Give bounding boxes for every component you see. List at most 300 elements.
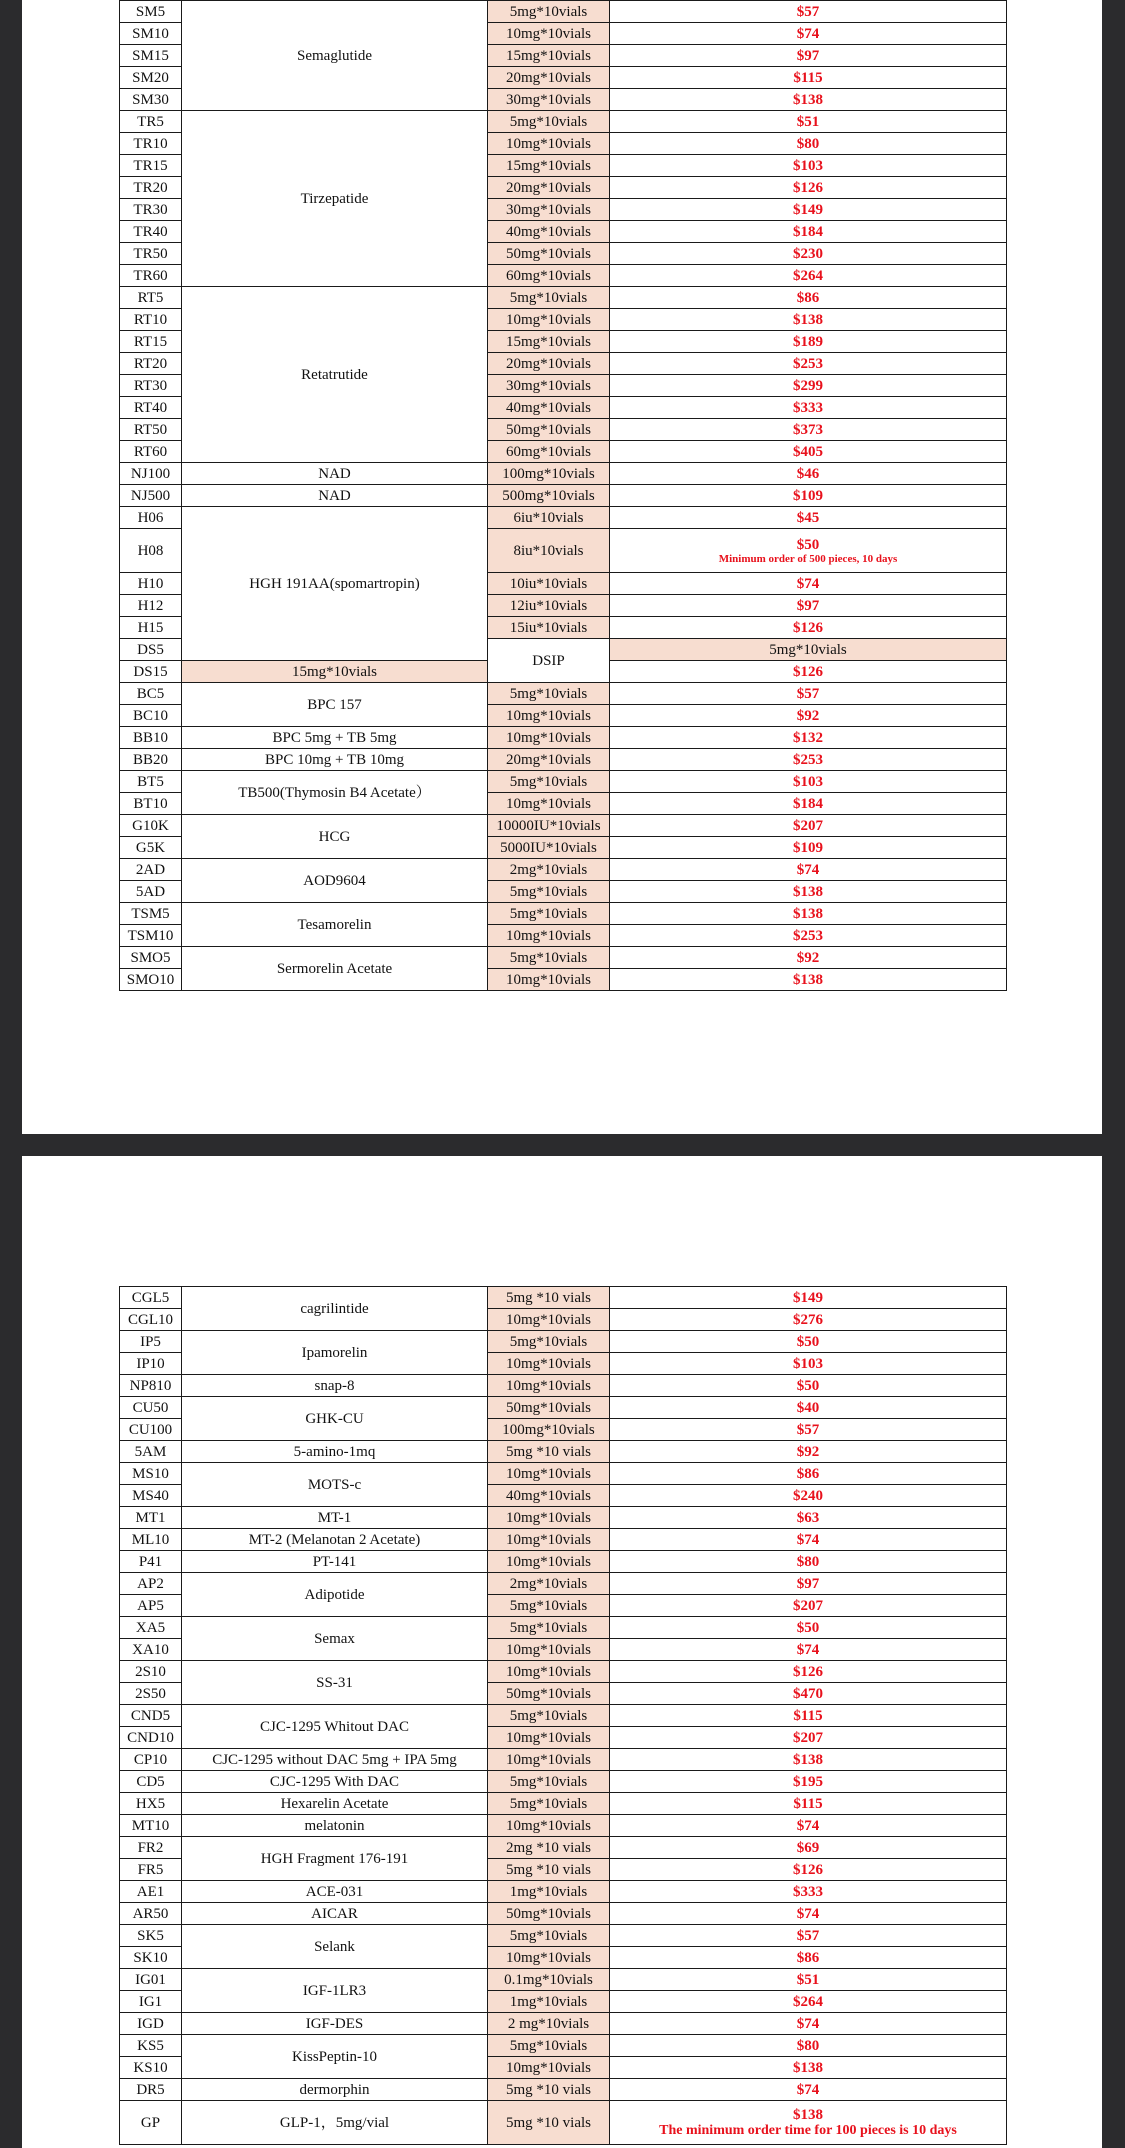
product-price: $115 <box>793 1795 823 1812</box>
product-spec: 500mg*10vials <box>488 485 610 507</box>
product-price-cell <box>610 749 1007 771</box>
product-name: MT-2 (Melanotan 2 Acetate) <box>182 1529 488 1551</box>
product-price-cell <box>610 837 1007 859</box>
product-price-cell <box>610 529 1007 573</box>
product-price-cell <box>610 1441 1007 1463</box>
product-code: IP5 <box>120 1331 182 1353</box>
product-code: 2S10 <box>120 1661 182 1683</box>
product-price: $51 <box>796 113 820 130</box>
product-code: H06 <box>120 507 182 529</box>
product-price: $253 <box>793 927 823 944</box>
product-code: CND10 <box>120 1727 182 1749</box>
product-name: HGH 191AA(spomartropin) <box>182 507 488 661</box>
product-price-cell <box>610 2079 1007 2101</box>
product-code: MS10 <box>120 1463 182 1485</box>
product-spec: 5mg*10vials <box>488 1705 610 1727</box>
product-price-cell <box>610 1397 1007 1419</box>
product-price-cell <box>610 23 1007 45</box>
product-spec: 5mg*10vials <box>488 1 610 23</box>
product-price-cell <box>610 705 1007 727</box>
product-code: ML10 <box>120 1529 182 1551</box>
product-spec: 10mg*10vials <box>488 925 610 947</box>
product-price-cell <box>610 969 1007 991</box>
product-name: Retatrutide <box>182 287 488 463</box>
product-spec: 2mg*10vials <box>488 1573 610 1595</box>
product-code: DR5 <box>120 2079 182 2101</box>
product-price: $126 <box>793 1861 823 1878</box>
product-spec: 5mg*10vials <box>488 903 610 925</box>
product-price: $86 <box>796 1949 820 1966</box>
product-spec: 15iu*10vials <box>488 617 610 639</box>
product-price-cell <box>610 1419 1007 1441</box>
product-code: CGL10 <box>120 1309 182 1331</box>
product-code: SMO5 <box>120 947 182 969</box>
product-price-cell <box>610 1969 1007 1991</box>
product-price-cell <box>610 859 1007 881</box>
product-price-cell <box>610 177 1007 199</box>
product-price: $276 <box>793 1311 823 1328</box>
product-name: Tirzepatide <box>182 111 488 287</box>
product-code: 2AD <box>120 859 182 881</box>
product-code: HX5 <box>120 1793 182 1815</box>
product-price-cell <box>610 617 1007 639</box>
product-name: dermorphin <box>182 2079 488 2101</box>
product-name: CJC-1295 without DAC 5mg + IPA 5mg <box>182 1749 488 1771</box>
product-name: IGF-1LR3 <box>182 1969 488 2013</box>
product-price: $109 <box>793 839 823 856</box>
product-price-cell <box>610 485 1007 507</box>
table-row <box>120 815 1007 837</box>
product-price: $50 <box>796 1377 820 1394</box>
table-row <box>120 727 1007 749</box>
product-price-cell <box>610 67 1007 89</box>
product-code: SM10 <box>120 23 182 45</box>
product-price-cell <box>610 1507 1007 1529</box>
product-price-cell <box>610 2101 1007 2145</box>
product-price-cell <box>610 1705 1007 1727</box>
product-code: TR20 <box>120 177 182 199</box>
product-spec: 5mg *10 vials <box>488 1859 610 1881</box>
product-price-cell <box>610 1991 1007 2013</box>
product-spec: 60mg*10vials <box>488 265 610 287</box>
product-code: NJ500 <box>120 485 182 507</box>
table-row <box>120 1925 1007 1947</box>
product-spec: 5mg*10vials <box>488 683 610 705</box>
product-code: RT50 <box>120 419 182 441</box>
product-price-cell <box>610 1529 1007 1551</box>
product-price-cell <box>610 1683 1007 1705</box>
product-code: H10 <box>120 573 182 595</box>
product-price: $57 <box>796 685 820 702</box>
product-code: BC10 <box>120 705 182 727</box>
product-price-cell <box>610 815 1007 837</box>
product-price: $74 <box>796 861 820 878</box>
product-price: $138 <box>793 2107 823 2123</box>
product-code: MT1 <box>120 1507 182 1529</box>
product-price-cell <box>610 2013 1007 2035</box>
product-spec: 10mg*10vials <box>488 705 610 727</box>
product-spec: 50mg*10vials <box>488 419 610 441</box>
product-price: $86 <box>796 1465 820 1482</box>
product-price-cell <box>610 661 1007 683</box>
product-code: SMO10 <box>120 969 182 991</box>
product-price: $74 <box>796 1905 820 1922</box>
table-row <box>120 463 1007 485</box>
product-price-cell <box>610 903 1007 925</box>
product-price: $97 <box>796 1575 820 1592</box>
product-price: $74 <box>796 1531 820 1548</box>
product-spec: 10mg*10vials <box>488 727 610 749</box>
product-code: CND5 <box>120 1705 182 1727</box>
product-name: 5-amino-1mq <box>182 1441 488 1463</box>
product-code: NP810 <box>120 1375 182 1397</box>
product-name: MOTS-c <box>182 1463 488 1507</box>
table-row <box>120 1441 1007 1463</box>
product-code: SK10 <box>120 1947 182 1969</box>
product-price: $195 <box>793 1773 823 1790</box>
table-row <box>120 1573 1007 1595</box>
product-spec: 10mg*10vials <box>488 1947 610 1969</box>
product-code: TR50 <box>120 243 182 265</box>
product-spec: 5mg*10vials <box>610 639 1007 661</box>
table-row <box>120 1793 1007 1815</box>
product-code: BB10 <box>120 727 182 749</box>
product-name: PT-141 <box>182 1551 488 1573</box>
product-price-cell <box>610 1771 1007 1793</box>
product-price-cell <box>610 1815 1007 1837</box>
product-price: $57 <box>796 3 820 20</box>
product-price-cell <box>610 727 1007 749</box>
product-price: $63 <box>796 1509 820 1526</box>
product-price-cell <box>610 1727 1007 1749</box>
product-price: $80 <box>796 1553 820 1570</box>
product-name: HCG <box>182 815 488 859</box>
product-price-cell <box>610 1837 1007 1859</box>
product-code: RT30 <box>120 375 182 397</box>
product-code: RT60 <box>120 441 182 463</box>
table-row <box>120 287 1007 309</box>
product-price-cell <box>610 1903 1007 1925</box>
product-spec: 10mg*10vials <box>488 23 610 45</box>
product-price-cell <box>610 1749 1007 1771</box>
product-price: $45 <box>796 509 820 526</box>
product-code: MT10 <box>120 1815 182 1837</box>
product-code: H12 <box>120 595 182 617</box>
product-spec: 10iu*10vials <box>488 573 610 595</box>
product-price-cell <box>610 463 1007 485</box>
product-code: RT10 <box>120 309 182 331</box>
product-code: XA5 <box>120 1617 182 1639</box>
product-price: $189 <box>793 333 823 350</box>
product-price: $149 <box>793 1289 823 1306</box>
product-code: TR40 <box>120 221 182 243</box>
product-code: TR15 <box>120 155 182 177</box>
product-price: $115 <box>793 1707 823 1724</box>
product-name: GLP-1，5mg/vial <box>182 2101 488 2145</box>
product-spec: 5000IU*10vials <box>488 837 610 859</box>
product-price-cell <box>610 2057 1007 2079</box>
product-code: BC5 <box>120 683 182 705</box>
product-name: KissPeptin-10 <box>182 2035 488 2079</box>
product-price: $207 <box>793 817 823 834</box>
table-row <box>120 1969 1007 1991</box>
product-spec: 5mg *10 vials <box>488 2079 610 2101</box>
product-price: $138 <box>793 1751 823 1768</box>
table-row <box>120 1463 1007 1485</box>
product-spec: 10mg*10vials <box>488 1507 610 1529</box>
product-spec: 30mg*10vials <box>488 89 610 111</box>
product-price: $138 <box>793 883 823 900</box>
product-spec: 5mg*10vials <box>488 771 610 793</box>
product-price-cell <box>610 2035 1007 2057</box>
product-code: DS15 <box>120 661 182 683</box>
product-name: Sermorelin Acetate <box>182 947 488 991</box>
product-code: GP <box>120 2101 182 2145</box>
product-price-cell <box>610 1573 1007 1595</box>
product-code: SM20 <box>120 67 182 89</box>
table-row <box>120 1749 1007 1771</box>
product-price-cell <box>610 1947 1007 1969</box>
product-name: CJC-1295 With DAC <box>182 1771 488 1793</box>
product-spec: 0.1mg*10vials <box>488 1969 610 1991</box>
product-price-cell <box>610 683 1007 705</box>
product-price: $207 <box>793 1729 823 1746</box>
product-code: SM30 <box>120 89 182 111</box>
product-spec: 40mg*10vials <box>488 397 610 419</box>
product-price: $138 <box>793 91 823 108</box>
product-price-cell <box>610 419 1007 441</box>
product-price: $138 <box>793 311 823 328</box>
product-price: $126 <box>793 1663 823 1680</box>
product-name: BPC 10mg + TB 10mg <box>182 749 488 771</box>
product-code: TR60 <box>120 265 182 287</box>
product-name: Hexarelin Acetate <box>182 1793 488 1815</box>
product-spec: 10mg*10vials <box>488 133 610 155</box>
product-spec: 30mg*10vials <box>488 375 610 397</box>
product-price: $74 <box>796 2081 820 2098</box>
price-list-page-2 <box>22 1156 1102 2148</box>
product-code: H15 <box>120 617 182 639</box>
product-spec: 10mg*10vials <box>488 1353 610 1375</box>
product-spec: 50mg*10vials <box>488 1683 610 1705</box>
product-code: DS5 <box>120 639 182 661</box>
product-price-cell <box>610 375 1007 397</box>
product-spec: 10mg*10vials <box>488 1463 610 1485</box>
product-price-cell <box>610 397 1007 419</box>
product-code: IG1 <box>120 1991 182 2013</box>
product-code: TR30 <box>120 199 182 221</box>
product-spec: 50mg*10vials <box>488 243 610 265</box>
product-price: $74 <box>796 2015 820 2032</box>
product-price: $50 <box>796 1333 820 1350</box>
product-price: $74 <box>796 1817 820 1834</box>
product-spec: 6iu*10vials <box>488 507 610 529</box>
product-price-cell <box>610 1925 1007 1947</box>
product-spec: 5mg*10vials <box>488 111 610 133</box>
product-price: $74 <box>796 25 820 42</box>
product-spec: 5mg*10vials <box>488 1925 610 1947</box>
product-code: RT5 <box>120 287 182 309</box>
product-price-cell <box>610 1595 1007 1617</box>
product-spec: 40mg*10vials <box>488 1485 610 1507</box>
product-code: SK5 <box>120 1925 182 1947</box>
product-spec: 10000IU*10vials <box>488 815 610 837</box>
product-price-cell <box>610 507 1007 529</box>
product-code: 5AM <box>120 1441 182 1463</box>
table-row <box>120 2079 1007 2101</box>
product-price-cell <box>610 1859 1007 1881</box>
product-price-cell <box>610 309 1007 331</box>
product-price: $207 <box>793 1597 823 1614</box>
product-code: G10K <box>120 815 182 837</box>
product-price: $50 <box>796 1619 820 1636</box>
product-price: $253 <box>793 355 823 372</box>
table-row <box>120 1507 1007 1529</box>
table-row <box>120 485 1007 507</box>
product-code: KS10 <box>120 2057 182 2079</box>
product-price-cell <box>610 133 1007 155</box>
table-row <box>120 903 1007 925</box>
table-row <box>120 1 1007 23</box>
product-code: AP2 <box>120 1573 182 1595</box>
product-price-cell <box>610 947 1007 969</box>
product-name: cagrilintide <box>182 1287 488 1331</box>
product-price-cell <box>610 1375 1007 1397</box>
product-spec: 2mg*10vials <box>488 859 610 881</box>
product-code: P41 <box>120 1551 182 1573</box>
product-spec: 10mg*10vials <box>488 1749 610 1771</box>
product-spec: 5mg*10vials <box>488 1771 610 1793</box>
product-price-cell <box>610 221 1007 243</box>
minimum-order-note: Minimum order of 500 pieces, 10 days <box>718 552 898 565</box>
product-name: DSIP <box>488 639 610 683</box>
product-name: AICAR <box>182 1903 488 1925</box>
product-spec: 15mg*10vials <box>488 331 610 353</box>
product-price-cell <box>610 595 1007 617</box>
table-row <box>120 1551 1007 1573</box>
table-row <box>120 1287 1007 1309</box>
product-spec: 100mg*10vials <box>488 463 610 485</box>
product-price: $50 <box>796 536 820 553</box>
price-table-1 <box>119 0 1007 991</box>
product-name: Adipotide <box>182 1573 488 1617</box>
product-price-cell <box>610 155 1007 177</box>
product-price-cell <box>610 1353 1007 1375</box>
product-spec: 10mg*10vials <box>488 2057 610 2079</box>
product-spec: 5mg*10vials <box>488 287 610 309</box>
product-name: BPC 157 <box>182 683 488 727</box>
product-code: MS40 <box>120 1485 182 1507</box>
product-code: CGL5 <box>120 1287 182 1309</box>
product-code: IGD <box>120 2013 182 2035</box>
product-name: BPC 5mg + TB 5mg <box>182 727 488 749</box>
table-row <box>120 683 1007 705</box>
product-name: snap-8 <box>182 1375 488 1397</box>
minimum-order-note: The minimum order time for 100 pieces is 10 days <box>659 2123 957 2138</box>
product-spec: 12iu*10vials <box>488 595 610 617</box>
product-price-cell <box>610 331 1007 353</box>
product-price: $126 <box>793 179 823 196</box>
product-spec: 40mg*10vials <box>488 221 610 243</box>
product-price: $103 <box>793 1355 823 1372</box>
table-row <box>120 749 1007 771</box>
product-price-cell <box>610 199 1007 221</box>
product-price: $103 <box>793 157 823 174</box>
product-code: TSM5 <box>120 903 182 925</box>
table-row <box>120 859 1007 881</box>
table-row <box>120 1397 1007 1419</box>
product-price-cell <box>610 793 1007 815</box>
product-price: $97 <box>796 47 820 64</box>
product-code: BT10 <box>120 793 182 815</box>
product-spec: 5mg*10vials <box>488 1331 610 1353</box>
product-spec: 20mg*10vials <box>488 177 610 199</box>
product-name: HGH Fragment 176-191 <box>182 1837 488 1881</box>
product-code: CU100 <box>120 1419 182 1441</box>
product-price-cell <box>610 925 1007 947</box>
price-list-page-1 <box>22 0 1102 1134</box>
product-spec: 10mg*10vials <box>488 1727 610 1749</box>
table-row <box>120 1375 1007 1397</box>
product-name: TB500(Thymosin B4 Acetate） <box>182 771 488 815</box>
product-spec: 20mg*10vials <box>488 353 610 375</box>
product-price-cell <box>610 1661 1007 1683</box>
product-price: $405 <box>793 443 823 460</box>
table-row <box>120 1881 1007 1903</box>
product-spec: 5mg*10vials <box>488 881 610 903</box>
product-code: KS5 <box>120 2035 182 2057</box>
product-price: $132 <box>793 729 823 746</box>
product-name: MT-1 <box>182 1507 488 1529</box>
product-price: $470 <box>793 1685 823 1702</box>
product-spec: 1mg*10vials <box>488 1881 610 1903</box>
product-spec: 2 mg*10vials <box>488 2013 610 2035</box>
table-row <box>120 2035 1007 2057</box>
product-price: $126 <box>793 663 823 680</box>
product-price-cell <box>610 1 1007 23</box>
product-spec: 10mg*10vials <box>488 1375 610 1397</box>
product-price-cell <box>610 1881 1007 1903</box>
product-price-cell <box>610 353 1007 375</box>
product-code: TR5 <box>120 111 182 133</box>
product-spec: 10mg*10vials <box>488 1815 610 1837</box>
product-code: AE1 <box>120 1881 182 1903</box>
product-spec: 5mg*10vials <box>488 1617 610 1639</box>
product-spec: 50mg*10vials <box>488 1903 610 1925</box>
product-code: FR2 <box>120 1837 182 1859</box>
product-price: $51 <box>796 1971 820 1988</box>
product-name: Tesamorelin <box>182 903 488 947</box>
product-spec: 15mg*10vials <box>488 45 610 67</box>
product-spec: 100mg*10vials <box>488 1419 610 1441</box>
product-spec: 30mg*10vials <box>488 199 610 221</box>
table-row <box>120 1661 1007 1683</box>
product-code: AR50 <box>120 1903 182 1925</box>
product-price-cell <box>610 441 1007 463</box>
product-spec: 10mg*10vials <box>488 1529 610 1551</box>
product-code: AP5 <box>120 1595 182 1617</box>
product-price: $109 <box>793 487 823 504</box>
product-price: $264 <box>793 267 823 284</box>
product-code: SM15 <box>120 45 182 67</box>
table-row <box>120 507 1007 529</box>
product-code: H08 <box>120 529 182 573</box>
product-name: CJC-1295 Whitout DAC <box>182 1705 488 1749</box>
product-name: NAD <box>182 463 488 485</box>
product-price-cell <box>610 1331 1007 1353</box>
product-spec: 10mg*10vials <box>488 1639 610 1661</box>
product-price: $184 <box>793 795 823 812</box>
